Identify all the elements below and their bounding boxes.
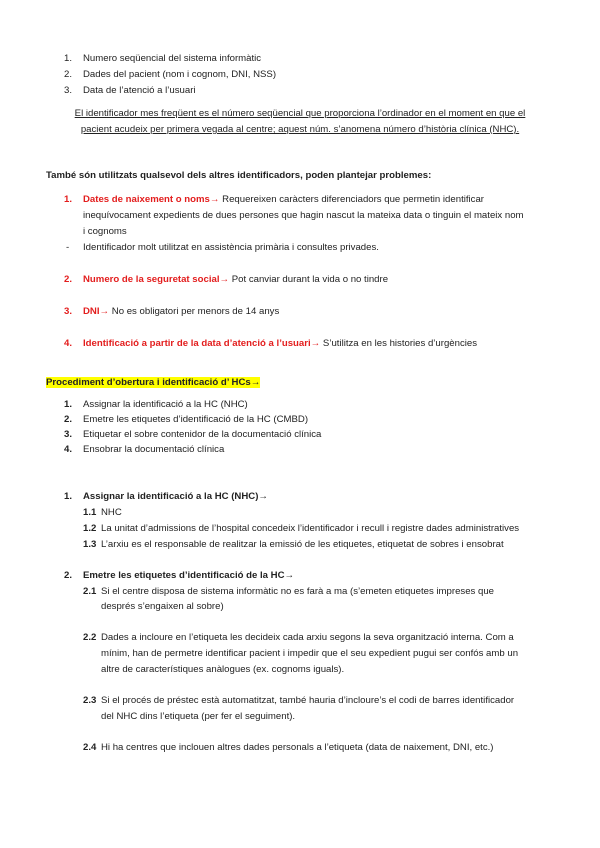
step-item: Assignar la identificació a la HC (NHC) bbox=[83, 399, 248, 410]
step-item: Emetre les etiquetes d’identificació de la HC (CMBD) bbox=[83, 414, 309, 425]
problem-text-cont: inequívocament expedients de dues persones que hagin nascut la mateixa data o tinguin el mateix nom bbox=[83, 210, 524, 221]
subsection-text-cont: mínim, han de permetre identificar pacient i impedir que el seu expedient pugui ser confós amb un bbox=[101, 648, 519, 659]
step-number: 4. bbox=[64, 444, 73, 455]
problem-title: Identificació a partir de la data d’atenció a l’usuari bbox=[83, 338, 311, 349]
problem-item-4 bbox=[83, 338, 477, 349]
list-number: 3. bbox=[64, 85, 73, 96]
subsection-text-cont: del NHC dins l’etiqueta (per fer el seguiment). bbox=[101, 711, 296, 722]
problem-number: 3. bbox=[64, 306, 73, 317]
problem-number: 1. bbox=[64, 194, 73, 205]
list-item: Numero seqüencial del sistema informàtic bbox=[83, 53, 262, 64]
subsection-number: 2.3 bbox=[83, 695, 97, 706]
arrow-icon: → bbox=[99, 306, 110, 317]
problem-text: No es obligatori per menors de 14 anys bbox=[111, 306, 280, 317]
arrow-icon: → bbox=[209, 194, 220, 205]
subsection-text: La unitat d’admissions de l’hospital concedeix l’identificador i recull i registre dades administratives bbox=[101, 523, 520, 534]
section-2-title: Emetre les etiquetes d’identificació de la HC→ bbox=[83, 570, 295, 581]
list-item: Data de l’atenció a l’usuari bbox=[83, 85, 196, 96]
subsection-number: 1.1 bbox=[83, 507, 97, 518]
subsection-number: 1.3 bbox=[83, 539, 97, 550]
subsection-number: 2.2 bbox=[83, 632, 97, 643]
arrow-icon: → bbox=[310, 338, 321, 349]
problem-item-2 bbox=[83, 274, 388, 285]
problem-text-cont: i cognoms bbox=[83, 226, 127, 237]
step-number: 2. bbox=[64, 414, 73, 425]
dash-item: Identificador molt utilitzat en assistència primària i consultes privades. bbox=[83, 242, 379, 253]
subsection-number: 2.4 bbox=[83, 742, 97, 753]
problem-number: 2. bbox=[64, 274, 73, 285]
step-item: Etiquetar el sobre contenidor de la documentació clínica bbox=[83, 429, 322, 440]
subsection-text: NHC bbox=[101, 507, 122, 518]
dash-bullet: - bbox=[66, 242, 70, 253]
subsection-number: 1.2 bbox=[83, 523, 97, 534]
subsection-text: L’arxiu es el responsable de realitzar la emissió de les etiquetes, etiquetat de sobres i ensobrat bbox=[101, 539, 504, 550]
problem-title: Numero de la seguretat social bbox=[83, 274, 220, 285]
list-number: 2. bbox=[64, 69, 73, 80]
subsection-text-cont: després s’engaixen al sobre) bbox=[101, 601, 224, 612]
arrow-icon: → bbox=[219, 274, 230, 285]
subsection-text: Si el procés de préstec està automatitzat, també hauria d’incloure’s el codi de barres identificador bbox=[101, 695, 515, 706]
problem-item-1 bbox=[83, 194, 484, 205]
problem-text: Pot canviar durant la vida o no tindre bbox=[231, 274, 389, 285]
problem-number: 4. bbox=[64, 338, 73, 349]
problem-title: Dates de naixement o noms bbox=[83, 194, 210, 205]
problem-text: S’utilitza en les histories d’urgències bbox=[322, 338, 478, 349]
subsection-text: Dades a incloure en l’etiqueta les decideix cada arxiu segons la seva organització interna. Com a bbox=[101, 632, 514, 643]
problem-title: DNI bbox=[83, 306, 100, 317]
subsection-text: Hi ha centres que inclouen altres dades personals a l’etiqueta (data de naixement, DNI, etc.) bbox=[101, 742, 494, 753]
nhc-note-line-1: El identificador mes freqüent es el número seqüencial que proporciona l’ordinador en el moment en que el bbox=[74, 108, 526, 119]
subsection-number: 2.1 bbox=[83, 586, 97, 597]
subsection-text-cont: altre de característiques anàlogues (ex. cognoms iguals). bbox=[101, 664, 345, 675]
step-number: 1. bbox=[64, 399, 73, 410]
section-1-title: Assignar la identificació a la HC (NHC)→ bbox=[83, 491, 268, 502]
nhc-note-line-2: pacient acudeix per primera vegada al centre; aquest núm. s’anomena número d’història clínica (NHC). bbox=[80, 124, 520, 135]
subsection-text: Si el centre disposa de sistema informàtic no es farà a ma (s’emeten etiquetes impreses que bbox=[101, 586, 495, 597]
list-item: Dades del pacient (nom i cognom, DNI, NSS) bbox=[83, 69, 277, 80]
section-number: 2. bbox=[64, 570, 73, 581]
procedure-heading bbox=[46, 377, 260, 388]
section-number: 1. bbox=[64, 491, 73, 502]
problem-item-3 bbox=[83, 306, 279, 317]
list-number: 1. bbox=[64, 53, 73, 64]
procedure-heading-text: Procediment d’obertura i identificació d’ HCs→ bbox=[46, 377, 261, 388]
step-item: Ensobrar la documentació clínica bbox=[83, 444, 225, 455]
problem-text: Requereixen caràcters diferenciadors que permetin identificar bbox=[222, 194, 484, 205]
step-number: 3. bbox=[64, 429, 73, 440]
others-heading: També són utilitzats qualsevol dels altres identificadors, poden plantejar problemes: bbox=[46, 170, 432, 181]
